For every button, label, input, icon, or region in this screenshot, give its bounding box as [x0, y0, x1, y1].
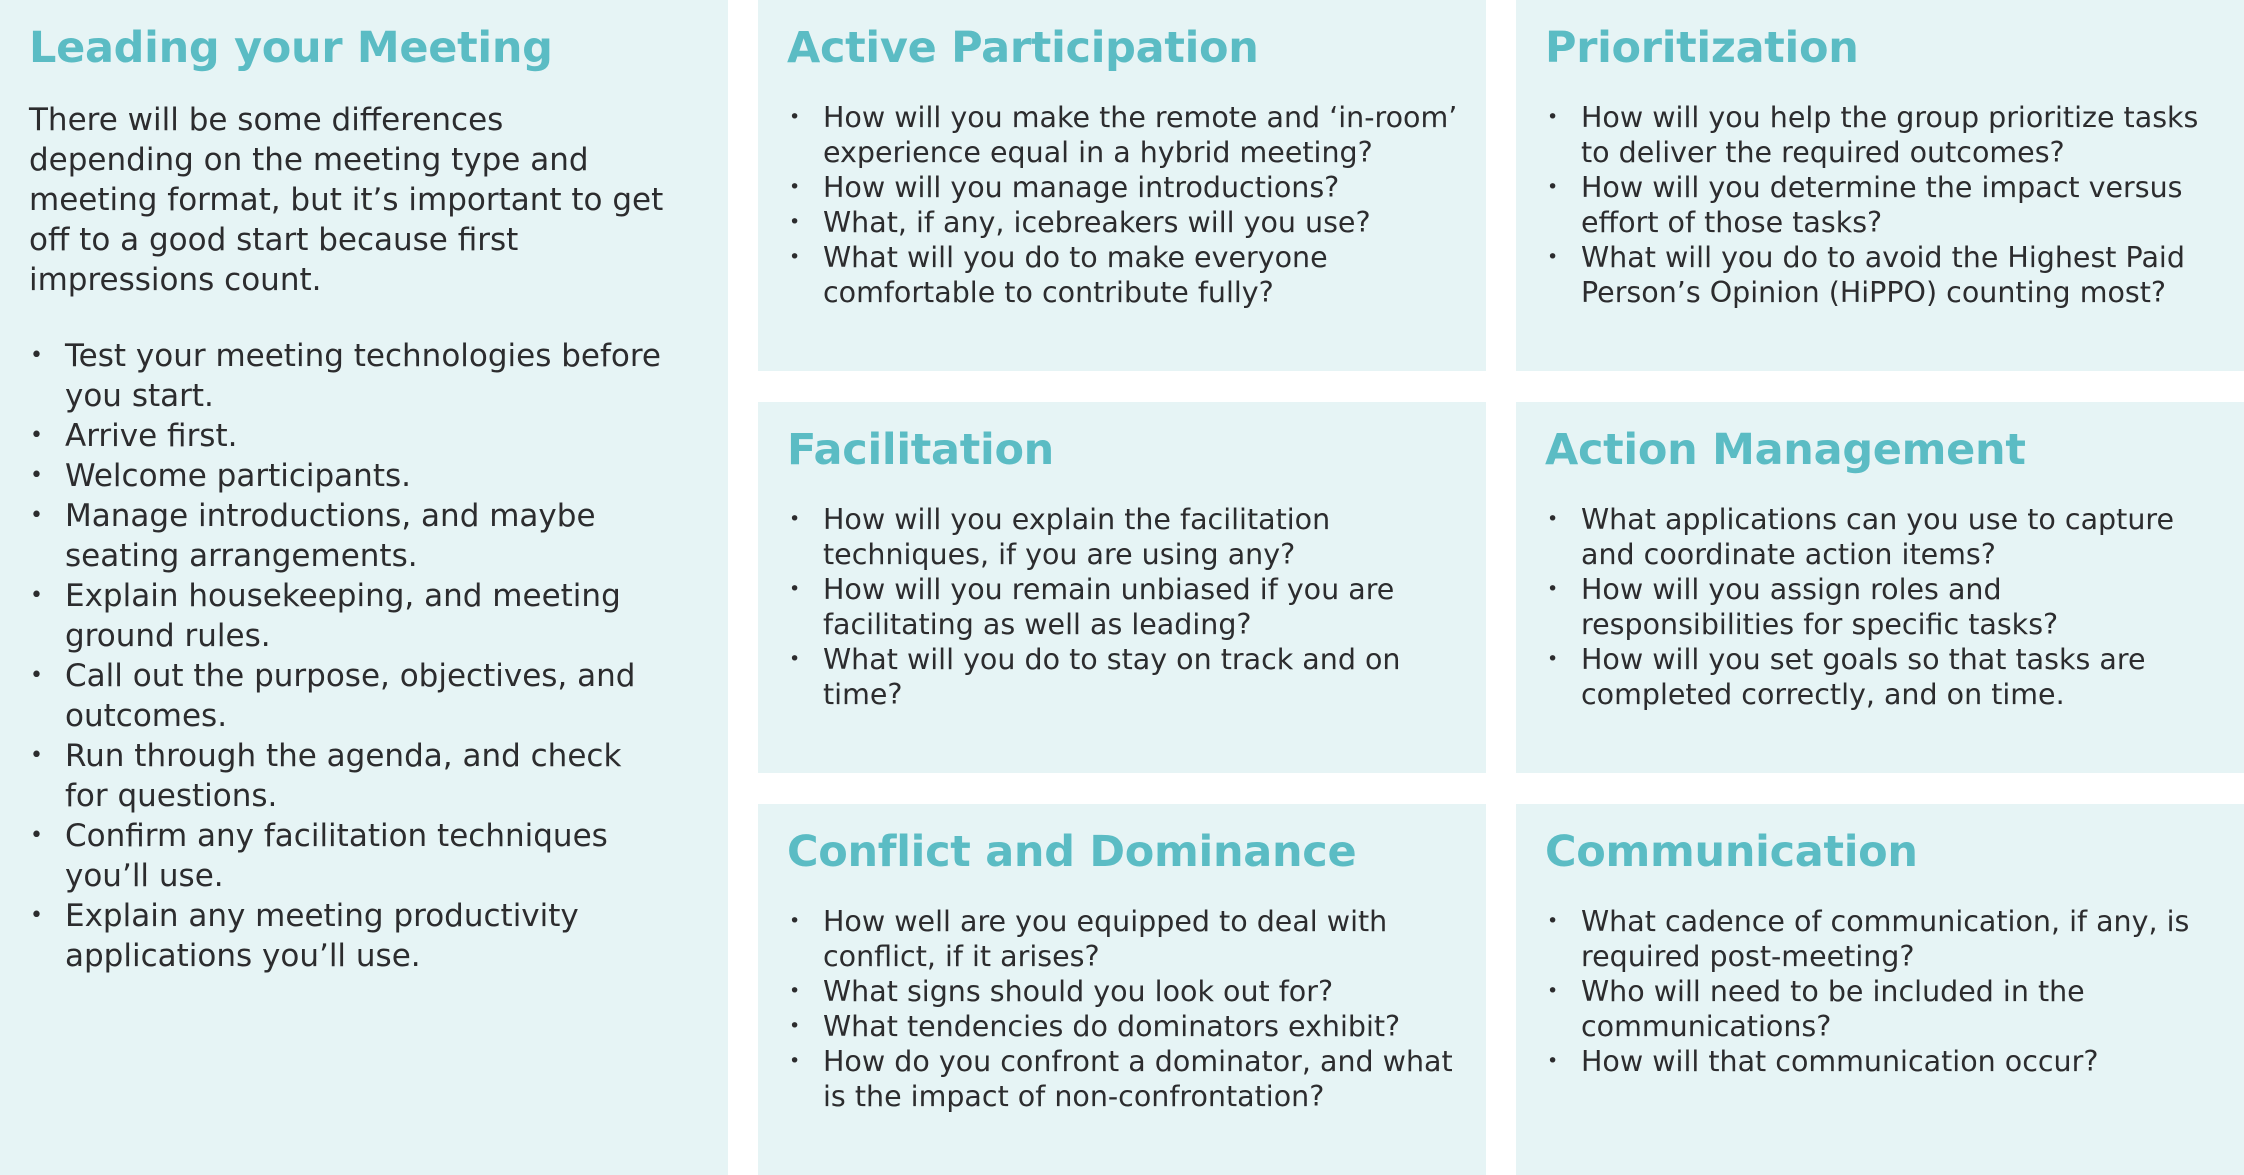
conflict-dominance-list: [787, 904, 1458, 1114]
list-item: • What, if any, icebreakers will you use?: [787, 205, 1463, 240]
leading-your-meeting-panel: [0, 0, 728, 1175]
active-participation-panel: [758, 0, 1486, 371]
list-item: • How will that communication occur?: [1545, 1044, 2221, 1079]
communication-panel: [1516, 804, 2244, 1175]
prioritization-title: Prioritization: [1545, 23, 1859, 73]
active-participation-title: Active Participation: [787, 23, 1259, 73]
conflict-dominance-panel: [758, 804, 1486, 1175]
list-item: • What will you do to avoid the Highest Paid Person’s Opinion (HiPPO) counting most?: [1545, 240, 2221, 310]
list-item: • How will you manage introductions?: [787, 170, 1463, 205]
list-item: • Run through the agenda, and check for questions.: [29, 736, 665, 816]
list-item: • What will you do to make everyone comfortable to contribute fully?: [787, 240, 1463, 310]
list-item: • Manage introductions, and maybe seating arrangements.: [29, 496, 665, 576]
list-item: • What cadence of communication, if any, is required post-meeting?: [1545, 904, 2221, 974]
action-management-list: [1545, 502, 2216, 712]
list-item: • Explain any meeting productivity applications you’ll use.: [29, 896, 665, 976]
list-item: • What applications can you use to capture and coordinate action items?: [1545, 502, 2221, 572]
list-item: • Welcome participants.: [29, 456, 665, 496]
communication-title: Communication: [1545, 827, 1918, 877]
list-item: • Arrive first.: [29, 416, 665, 456]
conflict-dominance-title: Conflict and Dominance: [787, 827, 1357, 877]
list-item: • How will you explain the facilitation techniques, if you are using any?: [787, 502, 1463, 572]
list-item: • How will you remain unbiased if you are facilitating as well as leading?: [787, 572, 1463, 642]
facilitation-list: [787, 502, 1458, 712]
list-item: • Test your meeting technologies before you start.: [29, 336, 665, 416]
list-item: • How will you assign roles and responsibilities for specific tasks?: [1545, 572, 2221, 642]
list-item: • How well are you equipped to deal with conflict, if it arises?: [787, 904, 1463, 974]
list-item: • What tendencies do dominators exhibit?: [787, 1009, 1463, 1044]
list-item: • Who will need to be included in the communications?: [1545, 974, 2221, 1044]
list-item: • How will you make the remote and ‘in-room’ experience equal in a hybrid meeting?: [787, 100, 1463, 170]
list-item: • What will you do to stay on track and on time?: [787, 642, 1463, 712]
facilitation-title: Facilitation: [787, 425, 1054, 475]
list-item: • How do you confront a dominator, and what is the impact of non-confrontation?: [787, 1044, 1463, 1114]
list-item: • Call out the purpose, objectives, and outcomes.: [29, 656, 665, 736]
active-participation-list: [787, 100, 1458, 310]
list-item: • How will you help the group prioritize tasks to deliver the required outcomes?: [1545, 100, 2221, 170]
list-item: • Confirm any facilitation techniques you’ll use.: [29, 816, 665, 896]
prioritization-panel: [1516, 0, 2244, 371]
list-item: • How will you determine the impact versus effort of those tasks?: [1545, 170, 2221, 240]
leading-intro: There will be some differences depending on the meeting type and meeting format, but it’s important to get off to a good start because first impressions count.: [29, 102, 664, 298]
list-item: • Explain housekeeping, and meeting ground rules.: [29, 576, 665, 656]
prioritization-list: [1545, 100, 2216, 310]
list-item: • What signs should you look out for?: [787, 974, 1463, 1009]
action-management-title: Action Management: [1545, 425, 2026, 475]
communication-list: [1545, 904, 2216, 1079]
action-management-panel: [1516, 402, 2244, 773]
leading-list: [29, 336, 700, 976]
facilitation-panel: [758, 402, 1486, 773]
leading-title: Leading your Meeting: [29, 23, 553, 73]
list-item: • How will you set goals so that tasks are completed correctly, and on time.: [1545, 642, 2221, 712]
